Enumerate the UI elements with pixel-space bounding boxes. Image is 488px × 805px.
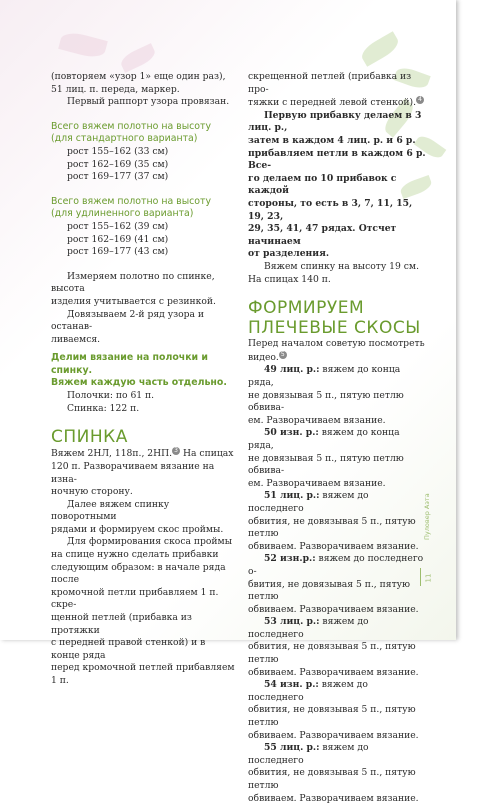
subheading: Всего вяжем полотно на высоту	[51, 120, 212, 132]
text-line: щенной петлей (прибавка из протяжки	[51, 612, 192, 636]
text-line: затем в каждом 4 лиц. р. и 6 р.	[248, 135, 416, 147]
text-line: прибавляем петли в каждом 6 р. Все-	[248, 147, 426, 172]
row-instruction: 52 изн.р.: вяжем до последнего о- бвития, не довязывая 5 п., пятую петлю обвиваем. Разворачиваем вязание.	[248, 553, 424, 615]
text-line: тяжки с передней левой стенкой). 4	[248, 96, 426, 110]
text-line: рядами и формируем скос проймы.	[51, 523, 224, 535]
text-line: Перед началом советую посмотреть	[248, 338, 425, 350]
section-title-shoulder: ПЛЕЧЕВЫЕ СКОСЫ	[248, 318, 421, 339]
video-badge-icon[interactable]: 3	[172, 447, 180, 455]
text-line: Первый раппорт узора провязан.	[67, 96, 230, 108]
subheading: Делим вязание на полочки и спинку.	[51, 352, 208, 376]
text-line: на спице нужно сделать прибавки	[51, 549, 219, 561]
section-title-shoulder: ФОРМИРУЕМ	[248, 298, 365, 319]
subheading: Всего вяжем полотно на высоту	[51, 195, 212, 207]
text-line: Далее вяжем спинку поворотными	[51, 498, 170, 523]
leaf-decoration	[58, 29, 108, 60]
text-line: 51 лиц. п. переда, маркер.	[51, 83, 180, 95]
size-item: рост 169–177 (43 см)	[67, 246, 169, 258]
size-item: рост 155–162 (33 см)	[67, 145, 169, 157]
text-line: (повторяем «узор 1» еще один раз),	[51, 71, 226, 82]
subheading: (для стандартного варианта)	[51, 133, 198, 145]
text-line: Первую прибавку делаем в 3 лиц. р.,	[248, 109, 422, 134]
text-line: 29, 35, 41, 47 рядах. Отсчет начинаем	[248, 223, 397, 247]
row-instruction: 49 лиц. р.: вяжем до конца ряда, не довязывая 5 п., пятую петлю обвива- ем. Разворачиваем вязание.	[248, 364, 404, 426]
row-instruction: 53 лиц. р.: вяжем до последнего обвития, не довязывая 5 п., пятую петлю обвиваем. Разворачиваем вязание.	[248, 616, 419, 678]
text-line: го делаем по 10 прибавок с каждой	[248, 172, 397, 197]
text-line: Спинка: 122 п.	[67, 402, 140, 414]
subheading: (для удлиненного варианта)	[51, 208, 194, 220]
text-line: кромочной петли прибавляем 1 п. скре-	[51, 586, 219, 611]
side-running-title: Пуловер Аэта	[423, 493, 431, 540]
row-instruction: 55 лиц. р.: вяжем до последнего обвития, не довязывая 5 п., пятую петлю обвиваем. Разворачиваем вязание.	[248, 742, 419, 804]
video-badge-icon[interactable]: 4	[416, 96, 424, 104]
text-line: видео. 5	[248, 351, 426, 365]
size-item: рост 162–169 (41 см)	[67, 233, 169, 245]
text-line: Вяжем 2НЛ, 118п., 2НП. 3 На спицах	[51, 447, 234, 460]
size-item: рост 162–169 (35 см)	[67, 158, 169, 170]
row-instruction: 50 изн. р.: вяжем до конца ряда, не довязывая 5 п., пятую петлю обвива- ем. Разворачиваем вязание.	[248, 427, 404, 489]
text-line: перед кромочной петлей прибавляем 1 п.	[51, 662, 235, 686]
text-line: стороны, то есть в 3, 7, 11, 15, 19, 23,	[248, 198, 413, 222]
text-line: Вяжем спинку на высоту 19 см.	[264, 260, 420, 272]
left-column	[51, 71, 236, 688]
video-badge-icon[interactable]: 5	[279, 351, 287, 359]
page-number: 11	[424, 573, 433, 583]
text-line: ночную сторону.	[51, 486, 133, 498]
text-line: от разделения.	[248, 248, 330, 260]
size-item: рост 169–177 (37 см)	[67, 171, 169, 183]
leaf-decoration	[358, 31, 402, 67]
row-instruction: 51 лиц. р.: вяжем до последнего обвития, не довязывая 5 п., пятую петлю обвиваем. Разворачиваем вязание.	[248, 490, 419, 552]
text-line: изделия учитывается с резинкой.	[51, 295, 216, 307]
leaf-decoration	[118, 43, 157, 73]
section-title-spinka: СПИНКА	[51, 427, 128, 448]
right-column	[248, 71, 426, 805]
text-line: Для формирования скоса проймы	[67, 536, 233, 548]
text-line: следующим образом: в начале ряда после	[51, 561, 226, 586]
text-line: ливаемся.	[51, 333, 101, 345]
text-line: Измеряем полотно по спинке, высота	[51, 270, 215, 295]
text-line: Полочки: по 61 п.	[67, 390, 155, 402]
text-line: 120 п. Разворачиваем вязание на изна-	[51, 460, 215, 485]
text-line: Довязываем 2-й ряд узора и останав-	[51, 308, 205, 333]
text-line: На спицах 140 п.	[248, 273, 331, 285]
text-line: скрещенной петлей (прибавка из про-	[248, 71, 412, 95]
row-instruction: 54 изн. р.: вяжем до последнего обвития, не довязывая 5 п., пятую петлю обвиваем. Разворачиваем вязание.	[248, 679, 419, 741]
text-line: с передней правой стенкой) и в конце ряда	[51, 637, 206, 661]
size-item: рост 155–162 (39 см)	[67, 220, 169, 232]
side-divider	[420, 568, 421, 586]
subheading: Вяжем каждую часть отдельно.	[51, 377, 227, 389]
